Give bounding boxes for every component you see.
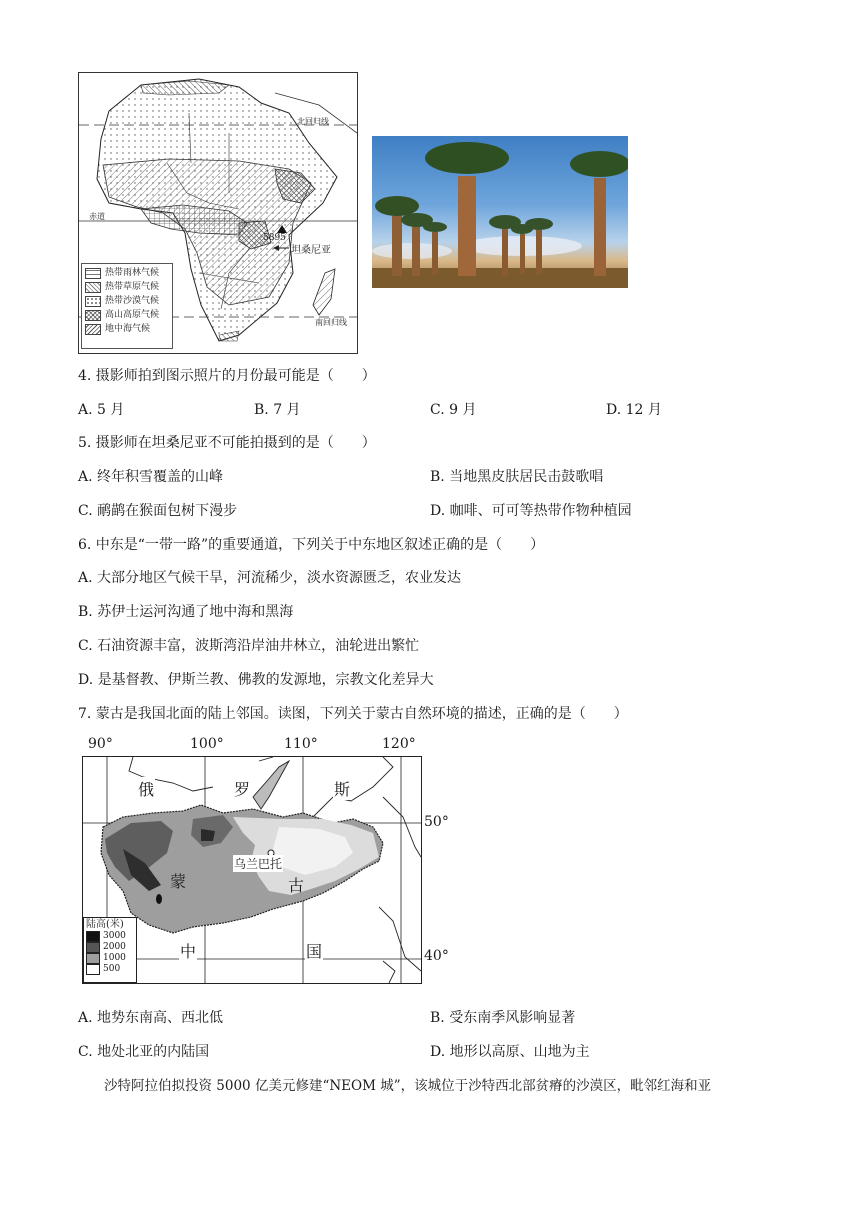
q6-option-b[interactable]: B. 苏伊士运河沟通了地中海和黑海 [78, 604, 294, 620]
elev-swatch-1000 [86, 953, 100, 964]
q5-option-a[interactable]: A. 终年积雪覆盖的山峰 [78, 469, 224, 485]
q7-option-d[interactable]: D. 地形以高原、山地为主 [430, 1044, 590, 1060]
elev-swatch-2000 [86, 942, 100, 953]
legend-label: 热带雨林气候 [105, 268, 160, 278]
q7-stem: 7. 蒙古是我国北面的陆上邻国。读图，下列关于蒙古自然环境的描述，正确的是（ ） [78, 706, 628, 722]
q5-option-d[interactable]: D. 咖啡、可可等热带作物种植园 [430, 503, 632, 519]
china-char-zhong: 中 [179, 939, 197, 962]
tropic-north-label: 北回归线 [297, 117, 329, 126]
legend-item-highland [85, 308, 169, 322]
legend-label: 热带草原气候 [105, 282, 160, 292]
lon-label-110: 110° [284, 736, 318, 752]
q7-option-c[interactable]: C. 地处北亚的内陆国 [78, 1044, 210, 1060]
legend-item-desert [85, 294, 169, 308]
q6-option-a[interactable]: A. 大部分地区气候干旱，河流稀少，淡水资源匮乏，农业发达 [78, 570, 462, 586]
legend-label: 高山高原气候 [105, 310, 160, 320]
russia-char-e: 俄 [137, 777, 155, 800]
q6-stem: 6. 中东是“一带一路”的重要通道，下列关于中东地区叙述正确的是（ ） [78, 537, 545, 553]
q7-option-b[interactable]: B. 受东南季风影响显著 [430, 1010, 576, 1026]
elevation-legend-title: 陆高(米) [86, 919, 124, 930]
legend-label: 地中海气候 [105, 324, 151, 334]
russia-char-si: 斯 [333, 777, 351, 800]
elev-swatch-3000 [86, 931, 100, 942]
lon-label-120: 120° [382, 736, 416, 752]
peak-height-label: 5895 [263, 233, 286, 243]
q6-option-c[interactable]: C. 石油资源丰富，波斯湾沿岸油井林立，油轮进出繁忙 [78, 638, 420, 654]
lat-label-40: 40° [424, 948, 449, 964]
legend-item-mediterranean [85, 322, 169, 336]
q4-stem: 4. 摄影师拍到图示照片的月份最可能是（ ） [78, 368, 376, 384]
elevation-legend-row [86, 964, 134, 975]
elevation-legend-row [86, 931, 134, 942]
china-char-guo: 国 [305, 939, 323, 962]
q4-option-c[interactable]: C. 9 月 [430, 402, 477, 418]
africa-climate-map [78, 72, 358, 354]
tanzania-label: 坦桑尼亚 [291, 245, 331, 256]
elev-label-3000: 3000 [103, 931, 126, 941]
q6-option-d[interactable]: D. 是基督教、伊斯兰教、佛教的发源地，宗教文化差异大 [78, 672, 434, 688]
highland-swatch [85, 310, 101, 321]
elev-label-2000: 2000 [103, 942, 126, 952]
lat-label-50: 50° [424, 814, 449, 830]
baobab-photo [372, 136, 628, 288]
elevation-legend-row [86, 953, 134, 964]
neom-passage: 沙特阿拉伯拟投资 5000 亿美元修建“NEOM 城”，该城位于沙特西北部贫瘠的沙漠区，毗邻红海和亚 [104, 1078, 712, 1094]
q5-stem: 5. 摄影师在坦桑尼亚不可能拍摄到的是（ ） [78, 435, 376, 451]
legend-item-rainforest [85, 266, 169, 280]
elevation-legend-row [86, 942, 134, 953]
q5-option-c[interactable]: C. 鸸鹋在猴面包树下漫步 [78, 503, 238, 519]
tropic-south-label: 南回归线 [315, 318, 347, 327]
legend-item-savanna [85, 280, 169, 294]
equator-label: 赤道 [89, 212, 105, 221]
legend-label: 热带沙漠气候 [105, 296, 160, 306]
q7-option-a[interactable]: A. 地势东南高、西北低 [78, 1010, 224, 1026]
q4-option-b[interactable]: B. 7 月 [254, 402, 301, 418]
mongolia-char-gu: 古 [288, 876, 305, 895]
mongolia-map-frame [82, 756, 422, 984]
mongolia-relief-map [78, 736, 458, 986]
q4-option-d[interactable]: D. 12 月 [606, 402, 662, 418]
elev-swatch-500 [86, 964, 100, 975]
elevation-legend [83, 917, 137, 983]
russia-char-luo: 罗 [233, 777, 251, 800]
capital-label: 乌兰巴托 [234, 857, 283, 871]
q4-option-a[interactable]: A. 5 月 [78, 402, 125, 418]
desert-swatch [85, 296, 101, 307]
lon-label-100: 100° [190, 736, 224, 752]
q5-option-b[interactable]: B. 当地黑皮肤居民击鼓歌唱 [430, 469, 604, 485]
mongolia-char-meng: 蒙 [170, 872, 187, 891]
mediterranean-swatch [85, 324, 101, 335]
africa-map-legend [81, 263, 173, 349]
elev-label-1000: 1000 [103, 953, 126, 963]
elev-label-500: 500 [103, 964, 121, 974]
rainforest-swatch [85, 268, 101, 279]
savanna-swatch [85, 282, 101, 293]
lon-label-90: 90° [88, 736, 113, 752]
baobab-trees-drawing [372, 136, 628, 288]
